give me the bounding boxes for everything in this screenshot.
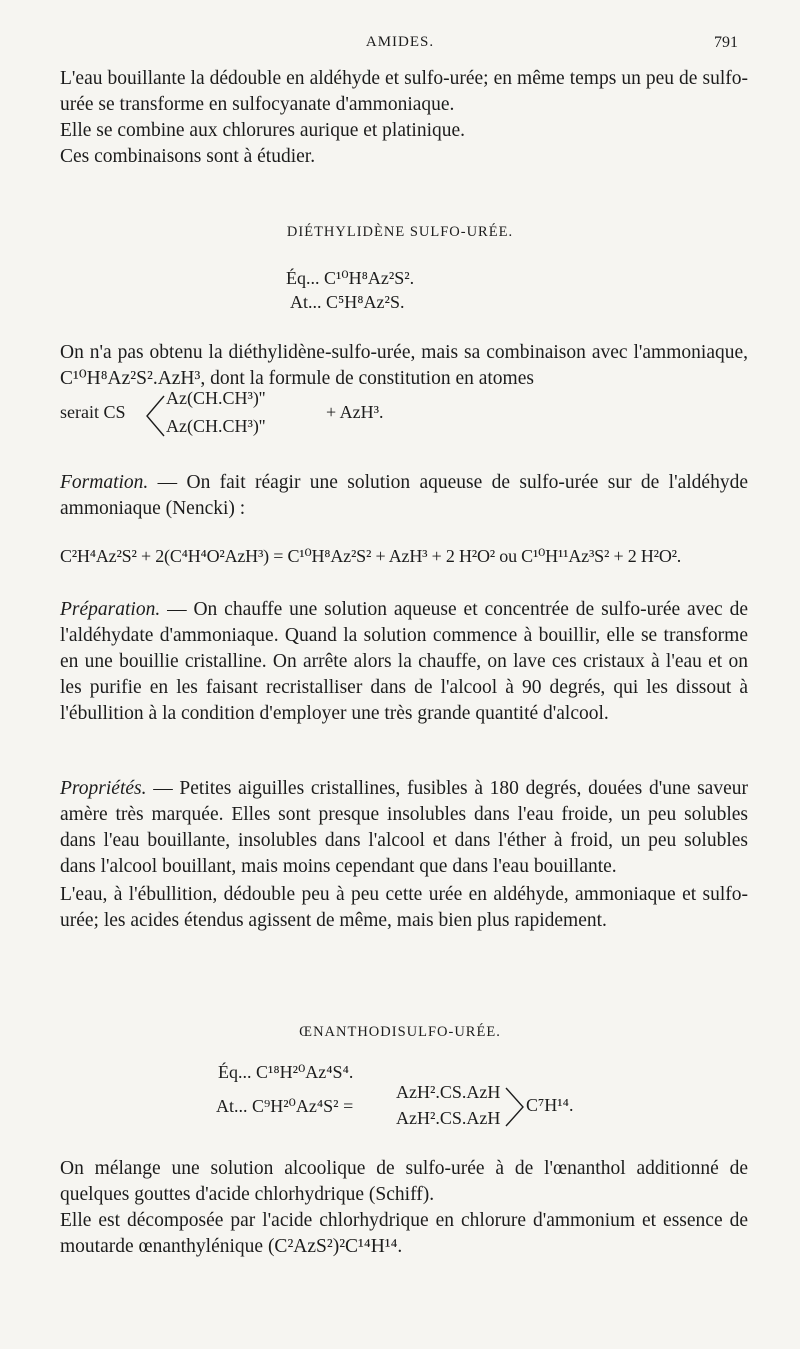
at2-label: At...: [216, 1096, 248, 1116]
constitution-paragraph: [60, 340, 748, 392]
structural-formula-1: [60, 388, 460, 444]
oenanthodisulfo-paragraph-2: Elle est décomposée par l'acide chlorhydrique en chlorure d'ammonium et essence de moutarde œnanthylénique (C²AzS²)²C¹⁴H¹⁴.: [60, 1210, 748, 1257]
intro-block: [60, 66, 748, 170]
branch2-bracket: [504, 1086, 526, 1128]
proprietes-label: Propriétés.: [60, 778, 147, 799]
intro-paragraph-3: Ces combinaisons sont à étudier.: [60, 146, 316, 167]
branch2-bottom: AzH².CS.AzH: [396, 1108, 501, 1128]
branch-bracket: [144, 394, 166, 438]
section-title-diethylidene: DIÉTHYLIDÈNE SULFO-URÉE.: [286, 224, 514, 240]
hydrolysis-paragraph: L'eau, à l'ébullition, dédouble peu à peu cette urée en aldéhyde, ammoniaque et sulfo-urée; les acides étendus agissent de même, mais bien plus rapidement.: [60, 884, 748, 931]
formation-text: — On fait réagir une solution aqueuse de sulfo-urée sur de l'aldéhyde ammoniaque (Nencki) :: [60, 472, 748, 519]
branch2-top: AzH².CS.AzH: [396, 1082, 501, 1102]
eq2-formula: C¹⁸H²⁰Az⁴S⁴.: [256, 1062, 354, 1082]
at2-formula-line: [216, 1096, 353, 1117]
eq2-formula-line: [218, 1062, 353, 1083]
eq-label: Éq...: [286, 268, 320, 288]
preparation-label: Préparation.: [60, 599, 161, 620]
preparation-paragraph: [60, 597, 748, 727]
intro-paragraph-2: Elle se combine aux chlorures aurique et platinique.: [60, 120, 466, 141]
proprietes-paragraph: [60, 776, 748, 934]
section-title-oenanthodisulfo: ŒNANTHODISULFO-URÉE.: [299, 1024, 501, 1040]
branch2-right: C⁷H¹⁴.: [526, 1095, 574, 1115]
eq-formula: C¹⁰H⁸Az²S².: [324, 268, 415, 288]
at2-formula: C⁹H²⁰Az⁴S² =: [252, 1096, 354, 1116]
constitution-text: On n'a pas obtenu la diéthylidène-sulfo-urée, mais sa combinaison avec l'ammoniaque, C¹⁰H⁸Az²S².AzH³, dont la formule de constitution en atomes: [60, 342, 748, 389]
page-header: [0, 34, 800, 56]
at-formula: C⁵H⁸Az²S.: [326, 292, 405, 312]
formula-block-1: [286, 266, 414, 314]
formation-paragraph: [60, 470, 748, 522]
at-formula-line: [286, 290, 414, 314]
oenanthodisulfo-paragraphs: [60, 1156, 748, 1260]
serait-cs: serait CS: [60, 402, 126, 422]
formation-label: Formation.: [60, 472, 149, 493]
oenanthodisulfo-paragraph-1: On mélange une solution alcoolique de sulfo-urée à de l'œnanthol additionné de quelques gouttes d'acide chlorhydrique (Schiff).: [60, 1158, 748, 1205]
preparation-text: — On chauffe une solution aqueuse et concentrée de sulfo-urée avec de l'aldéhydate d'ammoniaque. Quand la solution commence à bouillir, elle se transforme en une bouillie cristalline. On arrête alors la chauffe, on lave ces cristaux à l'eau et on les purifie en les faisant recristalliser dans de l'alcool à 90 degrés, qui les dissout à l'ébullition à la condition d'employer une très grande quantité d'alcool.: [60, 599, 748, 724]
eq-formula-line: [286, 266, 414, 290]
intro-paragraph-1: L'eau bouillante la dédouble en aldéhyde et sulfo-urée; en même temps un peu de sulfo-urée se transforme en sulfocyanate d'ammoniaque.: [60, 68, 748, 115]
at-label: At...: [290, 292, 322, 312]
branch-top: Az(CH.CH³)'': [166, 388, 266, 408]
reaction-equation: C²H⁴Az²S² + 2(C⁴H⁴O²AzH³) = C¹⁰H⁸Az²S² + AzH³ + 2 H²O² ou C¹⁰H¹¹Az³S² + 2 H²O².: [60, 546, 682, 566]
plus-azh3: + AzH³.: [326, 402, 384, 422]
running-head: AMIDES.: [365, 34, 435, 50]
formula-block-2: [216, 1062, 636, 1142]
branch-bottom: Az(CH.CH³)'': [166, 416, 266, 436]
proprietes-text: — Petites aiguilles cristallines, fusibles à 180 degrés, douées d'une saveur amère très marquée. Elles sont presque insolubles dans l'eau froide, un peu solubles dans l'eau bouillante, insolubles dans l'alcool et dans l'éther à froid, un peu solubles dans l'alcool bouillant, mais moins cependant que dans l'eau bouillante.: [60, 778, 748, 877]
page-number: 791: [714, 34, 738, 51]
eq2-label: Éq...: [218, 1062, 252, 1082]
